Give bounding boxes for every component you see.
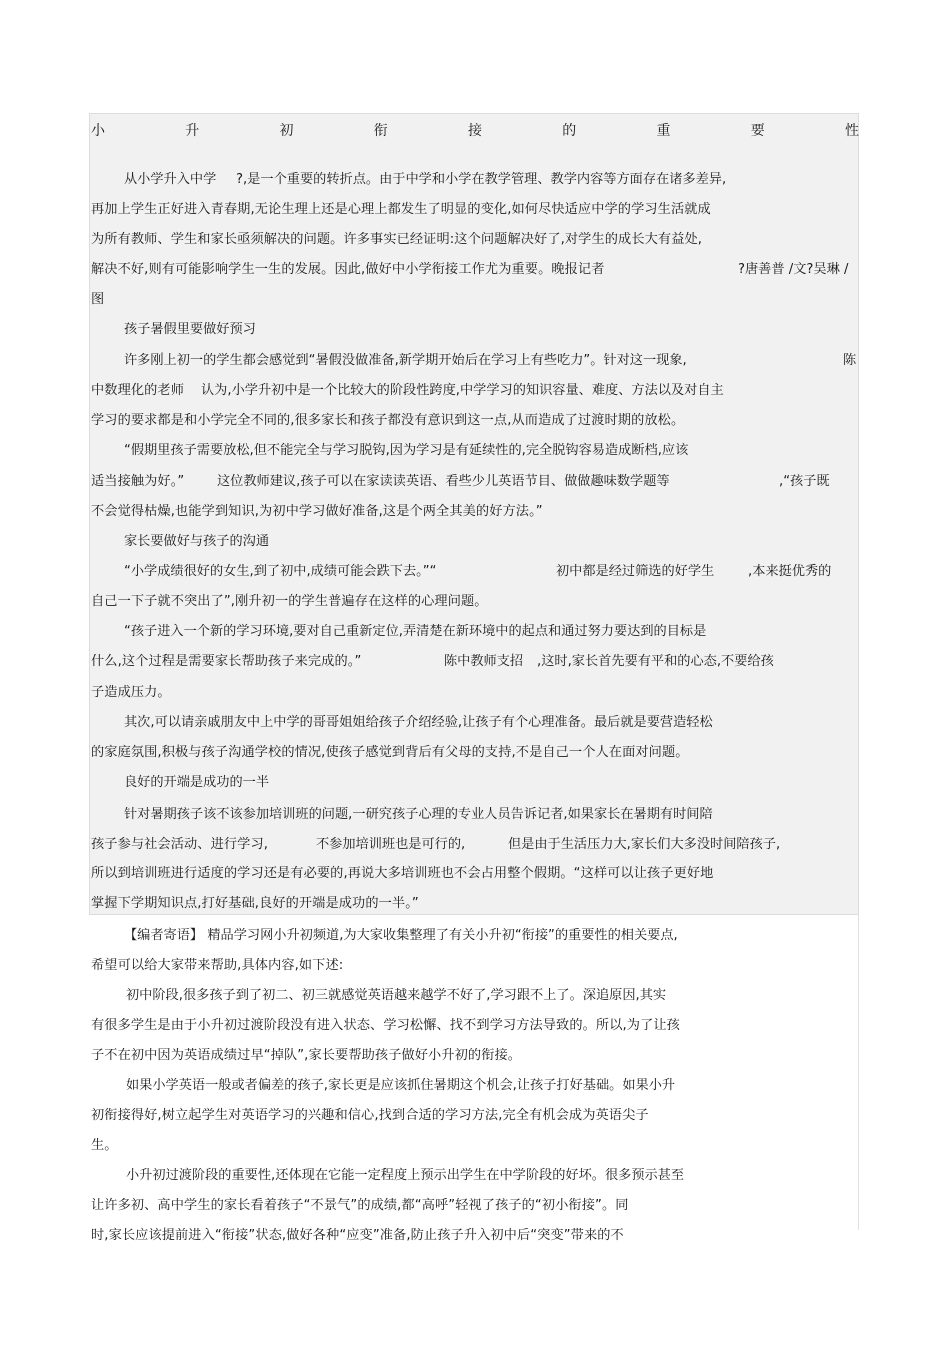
section-heading: 孩子暑假里要做好预习 bbox=[124, 322, 256, 337]
text-line: 许多刚上初一的学生都会感觉到“暑假没做准备,新学期开始后在学习上有些吃力”。针对这一现象, bbox=[124, 353, 687, 368]
text-line: 适当接触为好。” bbox=[91, 474, 185, 489]
byline: ?唐善普 /文?吴琳 / bbox=[738, 262, 849, 277]
text-line: 生。 bbox=[91, 1138, 118, 1153]
text-line: 初中都是经过筛选的好学生 bbox=[556, 564, 715, 579]
text-line: 有很多学生是由于小升初过渡阶段没有进入状态、学习松懈、找不到学习方法导致的。所以,为了让孩 bbox=[91, 1018, 680, 1033]
text-line: 时,家长应该提前进入“衔接”状态,做好各种“应变”准备,防止孩子升入初中后“突变”带来的不 bbox=[91, 1228, 624, 1243]
text-line: 针对暑期孩子该不该参加培训班的问题,一研究孩子心理的专业人员告诉记者,如果家长在暑期有时间陪 bbox=[124, 807, 713, 822]
text-line: 其次,可以请亲戚朋友中上中学的哥哥姐姐给孩子介绍经验,让孩子有个心理准备。最后就是要营造轻松 bbox=[124, 715, 713, 730]
text-line: 图 bbox=[91, 292, 105, 307]
text-line: 陈中教师支招 bbox=[444, 654, 524, 669]
text-line: “假期里孩子需要放松,但不能完全与学习脱钩,因为学习是有延续性的,完全脱钩容易造成断档,应该 bbox=[124, 443, 689, 458]
text-line: 但是由于生活压力大,家长们大多没时间陪孩子, bbox=[508, 837, 781, 852]
text-line: 子不在初中因为英语成绩过早“掉队”,家长要帮助孩子做好小升初的衔接。 bbox=[91, 1048, 522, 1063]
text-line: 学习的要求都是和小学完全不同的,很多家长和孩子都没有意识到这一点,从而造成了过渡时期的放松。 bbox=[91, 413, 685, 428]
text-line: “孩子进入一个新的学习环境,要对自己重新定位,弄清楚在新环境中的起点和通过努力要达到的目标是 bbox=[124, 624, 707, 639]
text-line: 初衔接得好,树立起学生对英语学习的兴趣和信心,找到合适的学习方法,完全有机会成为英语尖子 bbox=[91, 1108, 649, 1123]
article-title bbox=[91, 120, 859, 146]
text-line: 让许多初、高中学生的家长看着孩子“不景气”的成绩,都“高呼”轻视了孩子的“初小衔接”。同 bbox=[91, 1198, 629, 1213]
text-line: 认为,小学升初中是一个比较大的阶段性跨度,中学学习的知识容量、难度、方法以及对自主 bbox=[201, 383, 724, 398]
text-line: 所以到培训班进行适度的学习还是有必要的,再说大多培训班也不会占用整个假期。“这样可以让孩子更好地 bbox=[91, 866, 714, 881]
text-line: ,这时,家长首先要有平和的心态,不要给孩 bbox=[537, 654, 774, 669]
text-line: 陈 bbox=[843, 353, 857, 368]
text-line: 从小学升入中学 bbox=[124, 172, 217, 187]
title-char: 性 bbox=[845, 123, 859, 139]
text-line: 孩子参与社会活动、进行学习, bbox=[91, 837, 269, 852]
text-line: 解决不好,则有可能影响学生一生的发展。因此,做好中小学衔接工作尤为重要。晚报记者 bbox=[91, 262, 605, 277]
text-line: 为所有教师、学生和家长亟须解决的问题。许多事实已经证明:这个问题解决好了,对学生的成长大有益处, bbox=[91, 232, 703, 247]
title-char: 接 bbox=[468, 123, 482, 139]
text-line: 的家庭氛围,积极与孩子沟通学校的情况,使孩子感觉到背后有父母的支持,不是自己一个人在面对问题。 bbox=[91, 745, 689, 760]
title-char: 重 bbox=[656, 123, 671, 139]
text-line: ,本来挺优秀的 bbox=[748, 564, 832, 579]
text-line: 再加上学生正好进入青春期,无论生理上还是心理上都发生了明显的变化,如何尽快适应中学的学习生活就成 bbox=[91, 202, 711, 217]
text-line: 不参加培训班也是可行的, bbox=[316, 837, 466, 852]
text-line: 初中阶段,很多孩子到了初二、初三就感觉英语越来越学不好了,学习跟不上了。深追原因,其实 bbox=[126, 988, 667, 1003]
text-line: 这位教师建议,孩子可以在家读读英语、看些少儿英语节目、做做趣味数学题等 bbox=[217, 474, 670, 489]
section-heading: 良好的开端是成功的一半 bbox=[124, 775, 270, 790]
text-line: 自己一下子就不突出了”,刚升初一的学生普遍存在这样的心理问题。 bbox=[91, 594, 488, 609]
text-line: ,“孩子既 bbox=[779, 474, 830, 489]
text-line: “小学成绩很好的女生,到了初中,成绩可能会跌下去。”“ bbox=[124, 564, 437, 579]
section-heading: 家长要做好与孩子的沟通 bbox=[124, 534, 270, 549]
text-line: 希望可以给大家带来帮助,具体内容,如下述: bbox=[91, 958, 344, 973]
text-line: 中数理化的老师 bbox=[91, 383, 185, 398]
text-line: 小升初过渡阶段的重要性,还体现在它能一定程度上预示出学生在中学阶段的好坏。很多预示甚至 bbox=[126, 1168, 685, 1183]
title-char: 衔 bbox=[373, 123, 388, 139]
title-char: 的 bbox=[562, 123, 577, 139]
title-char: 小 bbox=[91, 123, 105, 139]
editor-note: 【编者寄语】 精品学习网小升初频道,为大家收集整理了有关小升初“衔接”的重要性的相关要点, bbox=[124, 928, 678, 943]
text-line: 掌握下学期知识点,打好基础,良好的开端是成功的一半。” bbox=[91, 896, 419, 911]
text-line: 什么,这个过程是需要家长帮助孩子来完成的。” bbox=[91, 654, 362, 669]
text-line: ?,是一个重要的转折点。由于中学和小学在教学管理、教学内容等方面存在诸多差异, bbox=[236, 172, 727, 187]
text-line: 不会觉得枯燥,也能学到知识,为初中学习做好准备,这是个两全其美的好方法。” bbox=[91, 504, 543, 519]
title-char: 升 bbox=[185, 123, 200, 139]
title-char: 初 bbox=[279, 123, 294, 139]
text-line: 如果小学英语一般或者偏差的孩子,家长更是应该抓住暑期这个机会,让孩子打好基础。如果小升 bbox=[126, 1078, 676, 1093]
text-line: 子造成压力。 bbox=[91, 685, 171, 700]
title-char: 要 bbox=[750, 123, 765, 139]
